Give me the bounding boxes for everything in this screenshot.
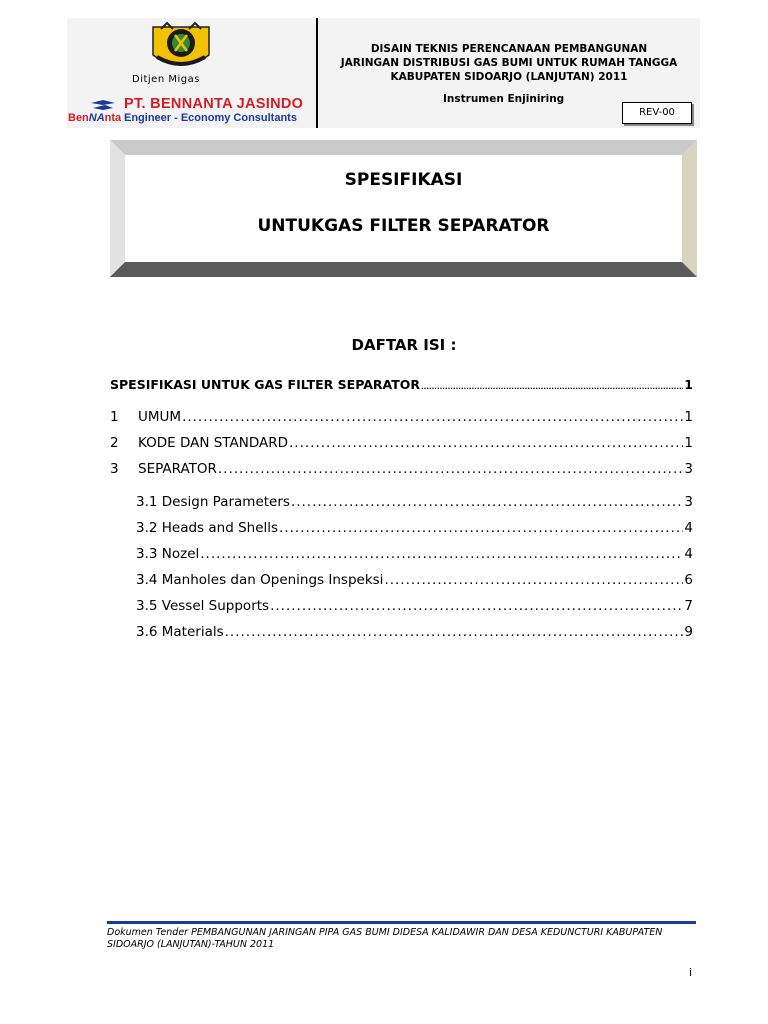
toc-subentry-3-6[interactable]: 3.6 Materials ..... 9 bbox=[136, 624, 693, 640]
footer-text: Dokumen Tender PEMBANGUNAN JARINGAN PIPA GAS BUMI DIDESA KALIDAWIR DAN DESA KEDUNCTURI KABUPATEN SIDOARJO (LANJUTAN)-TAHUN 2011 bbox=[107, 927, 663, 950]
doc-subtitle: UNTUKGAS FILTER SEPARATOR bbox=[257, 216, 550, 236]
ditjen-migas-logo bbox=[145, 19, 217, 79]
bennanta-mark-icon bbox=[89, 98, 117, 112]
toc-subentry-3-2[interactable]: 3.2 Heads and Shells ..... 4 bbox=[136, 520, 693, 536]
toc-entry-1[interactable]: 1 UMUM ..... 1 bbox=[110, 409, 693, 425]
toc-subentry-3-4[interactable]: 3.4 Manholes dan Openings Inspeksi ..... 6 bbox=[136, 572, 693, 588]
doc-title: SPESIFIKASI bbox=[344, 170, 463, 190]
title-box bbox=[110, 140, 697, 277]
toc-heading: DAFTAR ISI : bbox=[351, 336, 457, 354]
toc-subentry-3-1[interactable]: 3.1 Design Parameters ..... 3 bbox=[136, 494, 693, 510]
company-branding bbox=[67, 96, 307, 126]
company-wordmark: BenNAnta bbox=[68, 112, 122, 124]
company-name: PT. BENNANTA JASINDO bbox=[124, 96, 304, 112]
toc-subentry-3-3[interactable]: 3.3 Nozel ..... 4 bbox=[136, 546, 693, 562]
project-title: DISAIN TEKNIS PERENCANAAN PEMBANGUNAN JARINGAN DISTRIBUSI GAS BUMI UNTUK RUMAH TANGGA KABUPATEN SIDOARJO (LANJUTAN) 2011 bbox=[340, 43, 678, 83]
revision-box: REV-00 bbox=[622, 102, 692, 124]
logo-caption: Ditjen Migas bbox=[132, 74, 200, 85]
page-number: i bbox=[689, 966, 693, 979]
company-tagline: Engineer - Economy Consultants bbox=[124, 112, 297, 124]
footer-divider bbox=[107, 921, 696, 924]
toc-subentry-3-5[interactable]: 3.5 Vessel Supports ..... 7 bbox=[136, 598, 693, 614]
toc-entry-2[interactable]: 2 KODE DAN STANDARD ..... 1 bbox=[110, 435, 693, 451]
toc-main-entry[interactable]: SPESIFIKASI UNTUK GAS FILTER SEPARATOR ..... 1 bbox=[110, 377, 693, 392]
discipline-label: Instrumen Enjiniring bbox=[443, 93, 565, 105]
toc-entry-3[interactable]: 3 SEPARATOR ..... 3 bbox=[110, 461, 693, 477]
